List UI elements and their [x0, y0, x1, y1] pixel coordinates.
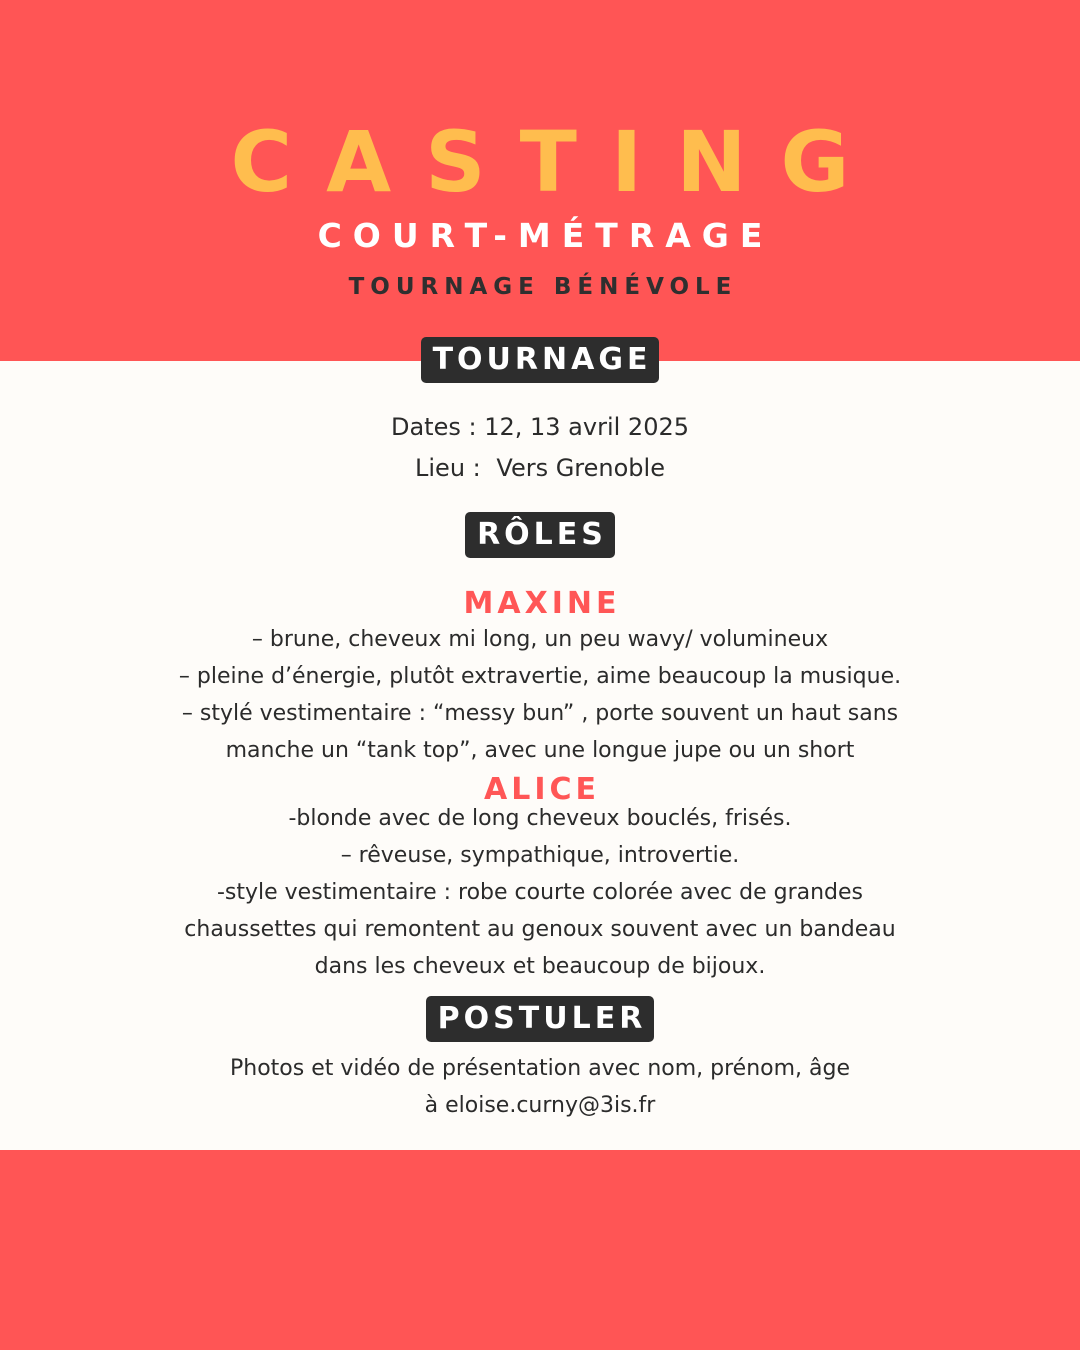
- role-line: manche un “tank top”, avec une longue jupe ou un short: [225, 738, 855, 763]
- role-description-alice: [0, 800, 1080, 985]
- role-line: – brune, cheveux mi long, un peu wavy/ volumineux: [251, 627, 829, 652]
- footer-band: [0, 1150, 1080, 1350]
- role-description-maxine: [0, 621, 1080, 769]
- tournage-dates: [0, 407, 1080, 448]
- postuler-line: Photos et vidéo de présentation avec nom, prénom, âge: [230, 1056, 850, 1081]
- postuler-email-line: à eloise.curny@3is.fr: [424, 1093, 656, 1118]
- role-line: -style vestimentaire : robe courte colorée avec de grandes: [216, 880, 864, 905]
- lieu-label: Lieu :: [415, 454, 481, 482]
- role-line: -blonde avec de long cheveux bouclés, frisés.: [288, 806, 792, 831]
- tournage-lieu: [0, 448, 1080, 489]
- postuler-section-header: [0, 996, 1080, 1042]
- tournage-heading: TOURNAGE: [421, 337, 660, 383]
- dates-value: 12, 13 avril 2025: [484, 413, 690, 441]
- poster-tagline: TOURNAGE BÉNÉVOLE: [348, 274, 738, 300]
- lieu-value: Vers Grenoble: [496, 454, 665, 482]
- poster-subtitle: COURT-MÉTRAGE: [317, 216, 774, 255]
- role-line: – rêveuse, sympathique, introvertie.: [340, 843, 740, 868]
- roles-heading: RÔLES: [465, 512, 615, 558]
- postuler-heading: POSTULER: [426, 996, 655, 1042]
- role-line: – stylé vestimentaire : “messy bun” , porte souvent un haut sans: [181, 701, 899, 726]
- role-line: dans les cheveux et beaucoup de bijoux.: [314, 954, 766, 979]
- dates-label: Dates :: [390, 413, 477, 441]
- role-name-alice: ALICE: [483, 772, 600, 807]
- roles-section-header: [0, 512, 1080, 558]
- role-line: chaussettes qui remontent au genoux souvent avec un bandeau: [184, 917, 896, 942]
- role-line: – pleine d’énergie, plutôt extravertie, aime beaucoup la musique.: [178, 664, 902, 689]
- poster-title: CASTING: [230, 113, 884, 211]
- tournage-section-header: [0, 337, 1080, 383]
- role-name-maxine: MAXINE: [463, 586, 621, 621]
- postuler-instructions: [0, 1050, 1080, 1124]
